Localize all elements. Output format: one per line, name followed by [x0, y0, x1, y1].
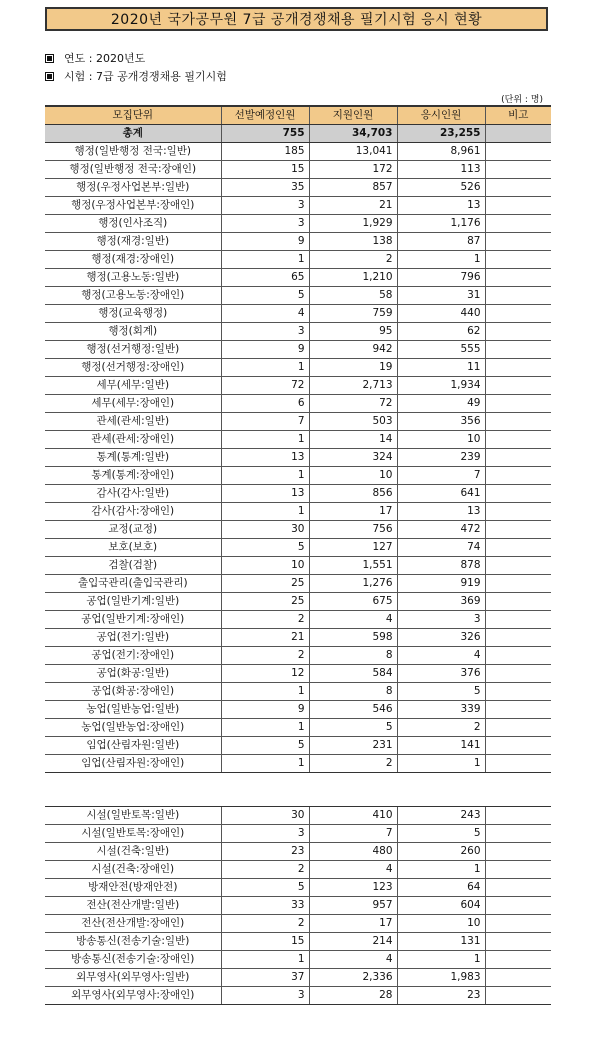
row-taken-cell: 1	[397, 755, 485, 773]
row-unit-cell: 임업(산림자원:장애인)	[45, 755, 221, 773]
row-applied-cell: 95	[309, 323, 397, 341]
page-title-text: 2020년 국가공무원 7급 공개경쟁채용 필기시험 응시 현황	[110, 12, 483, 28]
row-planned-cell: 7	[221, 413, 309, 431]
table-row	[45, 485, 551, 503]
row-unit-cell: 행정(고용노동:일반)	[45, 269, 221, 287]
table-row	[45, 683, 551, 701]
row-note-cell	[485, 503, 551, 521]
row-taken-cell: 11	[397, 359, 485, 377]
row-unit-cell: 농업(일반농업:장애인)	[45, 719, 221, 737]
row-note-cell	[485, 897, 551, 915]
row-taken-cell: 13	[397, 197, 485, 215]
row-note-cell	[485, 593, 551, 611]
row-note-cell	[485, 861, 551, 879]
row-taken-cell: 326	[397, 629, 485, 647]
table-row	[45, 395, 551, 413]
row-unit-cell: 공업(전기:장애인)	[45, 647, 221, 665]
row-unit-cell: 전산(전산개발:일반)	[45, 897, 221, 915]
table-row	[45, 969, 551, 987]
row-note-cell	[485, 755, 551, 773]
row-note-cell	[485, 719, 551, 737]
row-planned-cell: 9	[221, 233, 309, 251]
table-row	[45, 323, 551, 341]
table-row	[45, 215, 551, 233]
row-taken-cell: 5	[397, 683, 485, 701]
header-planned: 선발예정인원	[221, 106, 309, 125]
total-row	[45, 125, 551, 143]
row-unit-cell: 방송통신(전송기술:장애인)	[45, 951, 221, 969]
row-planned-cell: 2	[221, 915, 309, 933]
row-note-cell	[485, 933, 551, 951]
row-planned-cell: 25	[221, 593, 309, 611]
row-planned-cell: 2	[221, 861, 309, 879]
applicant-table-continued	[45, 806, 551, 1005]
row-note-cell	[485, 215, 551, 233]
row-planned-cell: 2	[221, 611, 309, 629]
row-taken-cell: 13	[397, 503, 485, 521]
row-planned-cell: 1	[221, 503, 309, 521]
row-note-cell	[485, 269, 551, 287]
row-applied-cell: 10	[309, 467, 397, 485]
row-planned-cell: 12	[221, 665, 309, 683]
row-note-cell	[485, 987, 551, 1005]
row-applied-cell: 5	[309, 719, 397, 737]
row-planned-cell: 5	[221, 879, 309, 897]
row-planned-cell: 33	[221, 897, 309, 915]
row-planned-cell: 2	[221, 647, 309, 665]
meta-exam-text: 시험 : 7급 공개경쟁채용 필기시험	[64, 70, 227, 83]
row-taken-cell: 10	[397, 431, 485, 449]
row-taken-cell: 64	[397, 879, 485, 897]
row-planned-cell: 30	[221, 807, 309, 825]
row-applied-cell: 17	[309, 503, 397, 521]
row-applied-cell: 138	[309, 233, 397, 251]
row-applied-cell: 756	[309, 521, 397, 539]
row-note-cell	[485, 323, 551, 341]
row-note-cell	[485, 233, 551, 251]
row-applied-cell: 759	[309, 305, 397, 323]
table-row	[45, 879, 551, 897]
table-row	[45, 521, 551, 539]
row-unit-cell: 시설(건축:일반)	[45, 843, 221, 861]
row-taken-cell: 8,961	[397, 143, 485, 161]
row-applied-cell: 58	[309, 287, 397, 305]
row-taken-cell: 526	[397, 179, 485, 197]
table-row	[45, 755, 551, 773]
row-note-cell	[485, 843, 551, 861]
row-taken-cell: 878	[397, 557, 485, 575]
bullet-square-icon	[45, 72, 54, 81]
table-row	[45, 539, 551, 557]
row-unit-cell: 행정(선거행정:일반)	[45, 341, 221, 359]
header-applied: 지원인원	[309, 106, 397, 125]
row-note-cell	[485, 467, 551, 485]
row-applied-cell: 675	[309, 593, 397, 611]
row-planned-cell: 1	[221, 251, 309, 269]
row-note-cell	[485, 665, 551, 683]
row-applied-cell: 546	[309, 701, 397, 719]
row-planned-cell: 1	[221, 359, 309, 377]
row-taken-cell: 23	[397, 987, 485, 1005]
row-note-cell	[485, 915, 551, 933]
row-note-cell	[485, 197, 551, 215]
row-planned-cell: 30	[221, 521, 309, 539]
row-applied-cell: 957	[309, 897, 397, 915]
row-applied-cell: 4	[309, 951, 397, 969]
row-unit-cell: 외무영사(외무영사:장애인)	[45, 987, 221, 1005]
row-applied-cell: 13,041	[309, 143, 397, 161]
meta-year	[45, 50, 145, 66]
table-row	[45, 413, 551, 431]
table-row	[45, 575, 551, 593]
row-planned-cell: 15	[221, 933, 309, 951]
row-planned-cell: 21	[221, 629, 309, 647]
table-row	[45, 431, 551, 449]
row-taken-cell: 141	[397, 737, 485, 755]
row-planned-cell: 25	[221, 575, 309, 593]
row-unit-cell: 행정(일반행정 전국:일반)	[45, 143, 221, 161]
row-unit-cell: 공업(일반기계:장애인)	[45, 611, 221, 629]
row-applied-cell: 127	[309, 539, 397, 557]
table-row	[45, 359, 551, 377]
header-note: 비고	[485, 106, 551, 125]
row-applied-cell: 21	[309, 197, 397, 215]
page-title	[45, 7, 548, 31]
row-unit-cell: 외무영사(외무영사:일반)	[45, 969, 221, 987]
row-note-cell	[485, 969, 551, 987]
table-row	[45, 233, 551, 251]
row-applied-cell: 123	[309, 879, 397, 897]
row-note-cell	[485, 161, 551, 179]
row-taken-cell: 641	[397, 485, 485, 503]
table-row	[45, 897, 551, 915]
unit-label: (단위 : 명)	[501, 95, 543, 105]
table-row	[45, 719, 551, 737]
row-planned-cell: 3	[221, 215, 309, 233]
row-taken-cell: 113	[397, 161, 485, 179]
row-planned-cell: 37	[221, 969, 309, 987]
row-taken-cell: 62	[397, 323, 485, 341]
row-taken-cell: 440	[397, 305, 485, 323]
row-taken-cell: 376	[397, 665, 485, 683]
row-taken-cell: 1	[397, 951, 485, 969]
meta-exam	[45, 68, 227, 84]
row-planned-cell: 5	[221, 737, 309, 755]
row-taken-cell: 1,983	[397, 969, 485, 987]
row-planned-cell: 9	[221, 701, 309, 719]
row-applied-cell: 8	[309, 683, 397, 701]
row-taken-cell: 74	[397, 539, 485, 557]
row-taken-cell: 4	[397, 647, 485, 665]
row-planned-cell: 13	[221, 485, 309, 503]
row-taken-cell: 1,934	[397, 377, 485, 395]
row-note-cell	[485, 359, 551, 377]
table-row	[45, 701, 551, 719]
row-unit-cell: 통계(통계:장애인)	[45, 467, 221, 485]
row-note-cell	[485, 377, 551, 395]
row-note-cell	[485, 179, 551, 197]
row-applied-cell: 214	[309, 933, 397, 951]
meta-year-text: 연도 : 2020년도	[64, 52, 146, 65]
row-taken-cell: 49	[397, 395, 485, 413]
row-planned-cell: 4	[221, 305, 309, 323]
row-unit-cell: 방재안전(방재안전)	[45, 879, 221, 897]
row-applied-cell: 1,929	[309, 215, 397, 233]
bullet-square-icon	[45, 54, 54, 63]
row-planned-cell: 1	[221, 431, 309, 449]
row-unit-cell: 방송통신(전송기술:일반)	[45, 933, 221, 951]
row-unit-cell: 보호(보호)	[45, 539, 221, 557]
row-note-cell	[485, 485, 551, 503]
row-unit-cell: 검찰(검찰)	[45, 557, 221, 575]
row-taken-cell: 919	[397, 575, 485, 593]
row-applied-cell: 857	[309, 179, 397, 197]
row-applied-cell: 19	[309, 359, 397, 377]
row-planned-cell: 1	[221, 467, 309, 485]
row-taken-cell: 356	[397, 413, 485, 431]
row-note-cell	[485, 305, 551, 323]
row-note-cell	[485, 701, 551, 719]
row-applied-cell: 1,276	[309, 575, 397, 593]
row-planned-cell: 13	[221, 449, 309, 467]
row-note-cell	[485, 807, 551, 825]
table-row	[45, 665, 551, 683]
row-unit-cell: 시설(건축:장애인)	[45, 861, 221, 879]
row-note-cell	[485, 287, 551, 305]
row-taken-cell: 7	[397, 467, 485, 485]
table-row	[45, 987, 551, 1005]
row-unit-cell: 행정(재경:장애인)	[45, 251, 221, 269]
table-row	[45, 341, 551, 359]
row-note-cell	[485, 825, 551, 843]
row-unit-cell: 행정(일반행정 전국:장애인)	[45, 161, 221, 179]
table-row	[45, 377, 551, 395]
row-taken-cell: 1	[397, 861, 485, 879]
table-row	[45, 467, 551, 485]
row-applied-cell: 2,713	[309, 377, 397, 395]
row-note-cell	[485, 539, 551, 557]
table-row	[45, 629, 551, 647]
row-taken-cell: 87	[397, 233, 485, 251]
row-note-cell	[485, 395, 551, 413]
row-planned-cell: 185	[221, 143, 309, 161]
row-unit-cell: 공업(화공:일반)	[45, 665, 221, 683]
table-row	[45, 933, 551, 951]
row-unit-cell: 행정(우정사업본부:장애인)	[45, 197, 221, 215]
total-label: 총계	[45, 125, 221, 143]
table-row	[45, 251, 551, 269]
row-applied-cell: 2,336	[309, 969, 397, 987]
row-planned-cell: 72	[221, 377, 309, 395]
total-applied: 34,703	[309, 125, 397, 143]
table-row	[45, 269, 551, 287]
row-planned-cell: 5	[221, 287, 309, 305]
row-unit-cell: 공업(일반기계:일반)	[45, 593, 221, 611]
row-unit-cell: 관세(관세:일반)	[45, 413, 221, 431]
row-planned-cell: 9	[221, 341, 309, 359]
row-applied-cell: 324	[309, 449, 397, 467]
row-planned-cell: 3	[221, 323, 309, 341]
table-row	[45, 557, 551, 575]
row-planned-cell: 3	[221, 197, 309, 215]
row-unit-cell: 통계(통계:일반)	[45, 449, 221, 467]
row-taken-cell: 243	[397, 807, 485, 825]
row-planned-cell: 10	[221, 557, 309, 575]
table-row	[45, 593, 551, 611]
row-planned-cell: 35	[221, 179, 309, 197]
header-unit: 모집단위	[45, 106, 221, 125]
row-unit-cell: 행정(인사조직)	[45, 215, 221, 233]
row-planned-cell: 65	[221, 269, 309, 287]
row-note-cell	[485, 575, 551, 593]
row-planned-cell: 6	[221, 395, 309, 413]
row-planned-cell: 1	[221, 755, 309, 773]
row-note-cell	[485, 879, 551, 897]
row-applied-cell: 17	[309, 915, 397, 933]
row-applied-cell: 503	[309, 413, 397, 431]
row-taken-cell: 369	[397, 593, 485, 611]
row-applied-cell: 584	[309, 665, 397, 683]
row-unit-cell: 공업(화공:장애인)	[45, 683, 221, 701]
row-note-cell	[485, 683, 551, 701]
row-taken-cell: 10	[397, 915, 485, 933]
row-applied-cell: 1,210	[309, 269, 397, 287]
row-note-cell	[485, 521, 551, 539]
row-planned-cell: 1	[221, 719, 309, 737]
row-applied-cell: 410	[309, 807, 397, 825]
row-unit-cell: 출입국관리(출입국관리)	[45, 575, 221, 593]
row-applied-cell: 172	[309, 161, 397, 179]
row-planned-cell: 23	[221, 843, 309, 861]
table-row	[45, 807, 551, 825]
row-unit-cell: 행정(선거행정:장애인)	[45, 359, 221, 377]
table-row	[45, 161, 551, 179]
header-taken: 응시인원	[397, 106, 485, 125]
row-planned-cell: 1	[221, 683, 309, 701]
row-note-cell	[485, 431, 551, 449]
row-note-cell	[485, 251, 551, 269]
row-planned-cell: 15	[221, 161, 309, 179]
table-row	[45, 843, 551, 861]
row-unit-cell: 행정(재경:일반)	[45, 233, 221, 251]
row-taken-cell: 555	[397, 341, 485, 359]
row-applied-cell: 480	[309, 843, 397, 861]
table-row	[45, 951, 551, 969]
table-row	[45, 737, 551, 755]
row-planned-cell: 3	[221, 825, 309, 843]
row-taken-cell: 131	[397, 933, 485, 951]
row-unit-cell: 관세(관세:장애인)	[45, 431, 221, 449]
row-applied-cell: 856	[309, 485, 397, 503]
row-applied-cell: 598	[309, 629, 397, 647]
table-row	[45, 611, 551, 629]
row-taken-cell: 604	[397, 897, 485, 915]
row-unit-cell: 행정(우정사업본부:일반)	[45, 179, 221, 197]
row-taken-cell: 472	[397, 521, 485, 539]
row-note-cell	[485, 951, 551, 969]
row-taken-cell: 1	[397, 251, 485, 269]
row-planned-cell: 1	[221, 951, 309, 969]
row-applied-cell: 231	[309, 737, 397, 755]
total-planned: 755	[221, 125, 309, 143]
total-note	[485, 125, 551, 143]
table-row	[45, 915, 551, 933]
row-unit-cell: 시설(일반토목:장애인)	[45, 825, 221, 843]
row-taken-cell: 31	[397, 287, 485, 305]
table-row	[45, 287, 551, 305]
row-unit-cell: 시설(일반토목:일반)	[45, 807, 221, 825]
row-applied-cell: 28	[309, 987, 397, 1005]
row-taken-cell: 260	[397, 843, 485, 861]
row-planned-cell: 5	[221, 539, 309, 557]
row-applied-cell: 942	[309, 341, 397, 359]
row-applied-cell: 2	[309, 251, 397, 269]
row-unit-cell: 농업(일반농업:일반)	[45, 701, 221, 719]
row-taken-cell: 3	[397, 611, 485, 629]
row-unit-cell: 세무(세무:일반)	[45, 377, 221, 395]
table-row	[45, 503, 551, 521]
table-row	[45, 305, 551, 323]
row-note-cell	[485, 413, 551, 431]
row-taken-cell: 1,176	[397, 215, 485, 233]
row-taken-cell: 239	[397, 449, 485, 467]
row-note-cell	[485, 557, 551, 575]
row-applied-cell: 2	[309, 755, 397, 773]
row-planned-cell: 3	[221, 987, 309, 1005]
row-applied-cell: 14	[309, 431, 397, 449]
table-row	[45, 179, 551, 197]
table-header-row	[45, 106, 551, 125]
row-note-cell	[485, 611, 551, 629]
row-unit-cell: 감사(감사:장애인)	[45, 503, 221, 521]
row-note-cell	[485, 629, 551, 647]
row-applied-cell: 1,551	[309, 557, 397, 575]
row-note-cell	[485, 449, 551, 467]
row-note-cell	[485, 341, 551, 359]
table-row	[45, 861, 551, 879]
row-note-cell	[485, 143, 551, 161]
row-unit-cell: 공업(전기:일반)	[45, 629, 221, 647]
row-unit-cell: 행정(고용노동:장애인)	[45, 287, 221, 305]
row-note-cell	[485, 647, 551, 665]
table-row	[45, 647, 551, 665]
row-unit-cell: 교정(교정)	[45, 521, 221, 539]
row-unit-cell: 행정(교육행정)	[45, 305, 221, 323]
row-applied-cell: 72	[309, 395, 397, 413]
total-taken: 23,255	[397, 125, 485, 143]
table-row	[45, 449, 551, 467]
table-row	[45, 825, 551, 843]
row-taken-cell: 796	[397, 269, 485, 287]
row-unit-cell: 임업(산림자원:일반)	[45, 737, 221, 755]
row-applied-cell: 4	[309, 611, 397, 629]
table-row	[45, 143, 551, 161]
row-applied-cell: 7	[309, 825, 397, 843]
row-unit-cell: 행정(회계)	[45, 323, 221, 341]
applicant-table	[45, 105, 551, 773]
row-applied-cell: 8	[309, 647, 397, 665]
row-unit-cell: 세무(세무:장애인)	[45, 395, 221, 413]
row-taken-cell: 339	[397, 701, 485, 719]
row-unit-cell: 전산(전산개발:장애인)	[45, 915, 221, 933]
row-note-cell	[485, 737, 551, 755]
row-taken-cell: 2	[397, 719, 485, 737]
row-applied-cell: 4	[309, 861, 397, 879]
row-taken-cell: 5	[397, 825, 485, 843]
row-unit-cell: 감사(감사:일반)	[45, 485, 221, 503]
table-row	[45, 197, 551, 215]
